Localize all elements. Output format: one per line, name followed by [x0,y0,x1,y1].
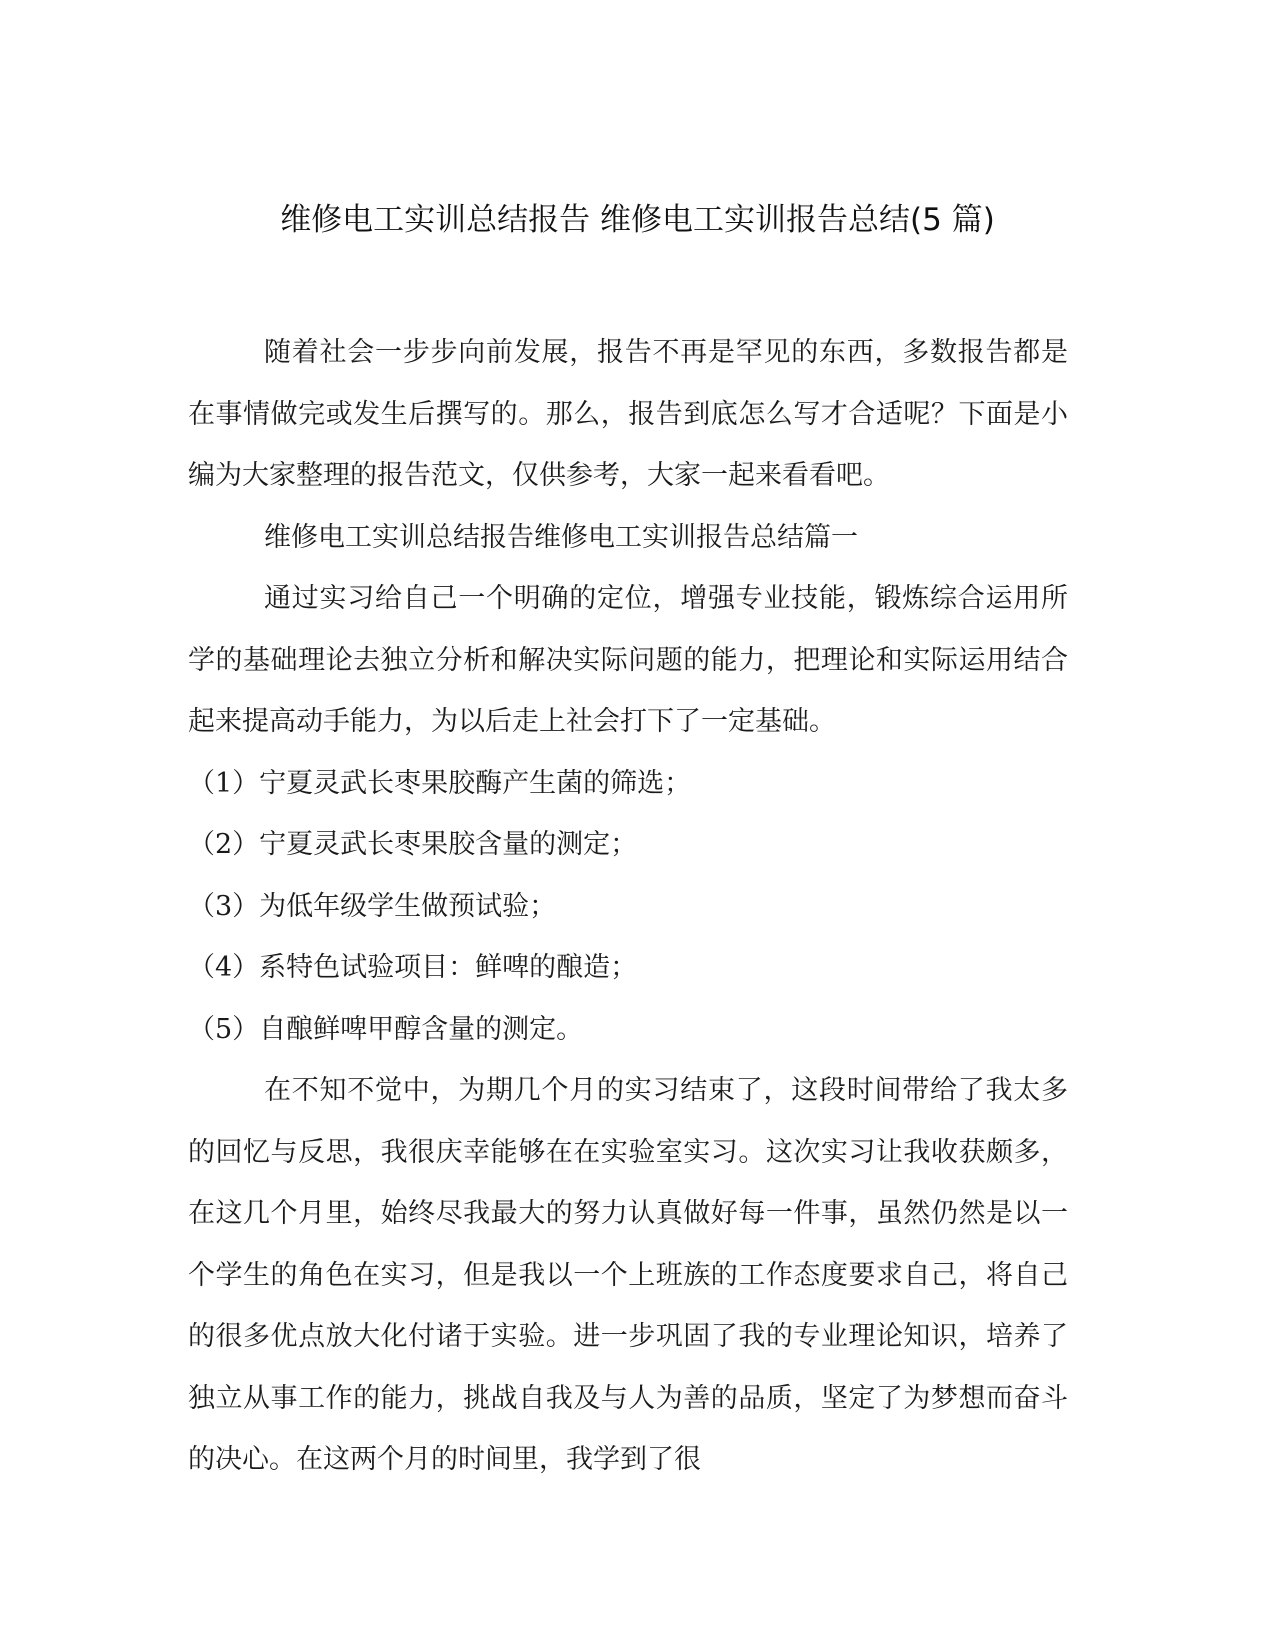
intro-paragraph: 随着社会一步步向前发展，报告不再是罕见的东西，多数报告都是在事情做完或发生后撰写的。那么，报告到底怎么写才合适呢？下面是小编为大家整理的报告范文，仅供参考，大家一起来看看吧。 [188,337,1068,491]
body-paragraph-2: 在不知不觉中，为期几个月的实习结束了，这段时间带给了我太多的回忆与反思，我很庆幸能够在在实验室实习。这次实习让我收获颇多，在这几个月里，始终尽我最大的努力认真做好每一件事，虽然仍然是以一个学生的角色在实习，但是我以一个上班族的工作态度要求自己，将自己的很多优点放大化付诸于实验。进一步巩固了我的专业理论知识，培养了独立从事工作的能力，挑战自我及与人为善的品质，坚定了为梦想而奋斗的决心。在这两个月的时间里，我学到了很 [188,1075,1068,1475]
list-item: （2）宁夏灵武长枣果胶含量的测定； [188,829,638,860]
list-item: （5）自酿鲜啤甲醇含量的测定。 [188,1013,584,1045]
list-item: （1）宁夏灵武长枣果胶酶产生菌的筛选； [188,767,692,799]
document-body [188,322,1068,1491]
document-title: 维修电工实训总结报告 维修电工实训报告总结(5 篇) [280,202,995,238]
list-item: （4）系特色试验项目：鲜啤的酿造； [188,952,638,983]
body-paragraph-1: 通过实习给自己一个明确的定位，增强专业技能，锻炼综合运用所学的基础理论去独立分析和解决实际问题的能力，把理论和实际运用结合起来提高动手能力，为以后走上社会打下了一定基础。 [188,583,1068,737]
section-heading: 维修电工实训总结报告维修电工实训报告总结篇一 [264,521,858,553]
list-item: （3）为低年级学生做预试验； [188,890,557,922]
